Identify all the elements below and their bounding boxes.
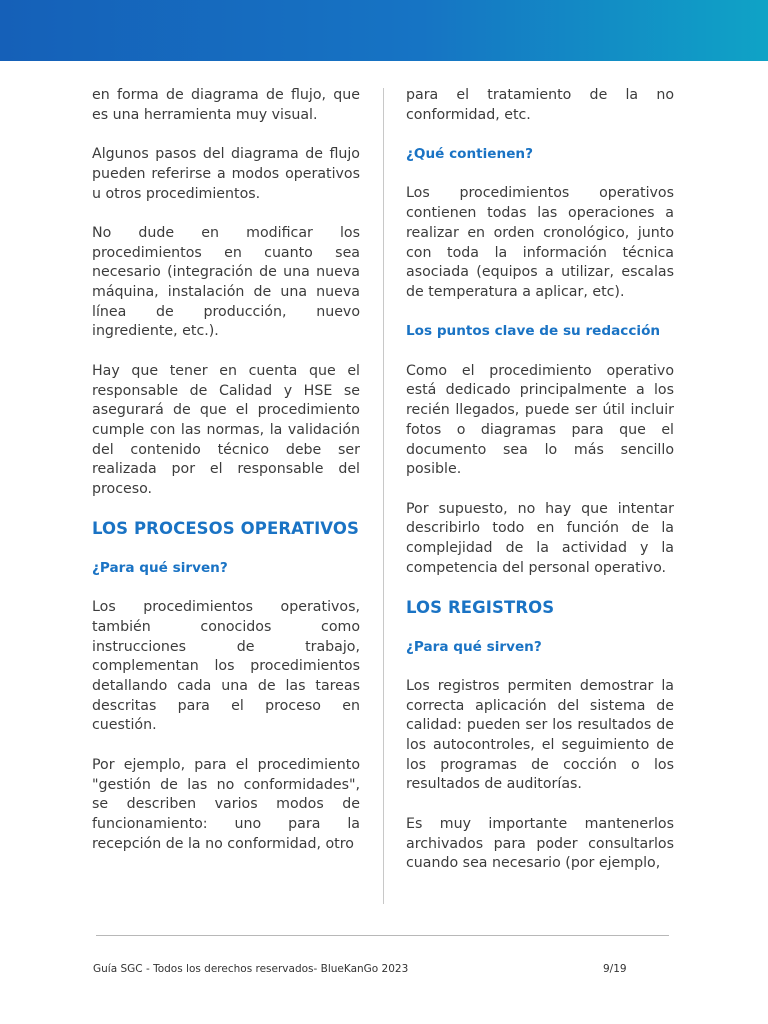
paragraph: Por ejemplo, para el procedimiento "gestión de las no conformidades", se describen varios modos de funcionamiento: uno para la recepción de la no conformidad, otro [92,756,360,852]
left-column [92,86,360,874]
paragraph: Los procedimientos operativos contienen todas las operaciones a realizar en orden cronológico, junto con toda la información técnica asociada (equipos a utilizar, escalas de temperatura a aplicar, etc). [406,185,674,300]
paragraph: No dude en modificar los procedimientos en cuanto sea necesario (integración de una nueva máquina, instalación de una nueva línea de producción, nuevo ingrediente, etc.). [92,224,360,340]
footer-text: Guía SGC - Todos los derechos reservados- BlueKanGo 2023 [93,963,409,975]
paragraph: Como el procedimiento operativo está dedicado principalmente a los recién llegados, puede ser útil incluir fotos o diagramas para que el documento sea lo más sencillo posible. [406,362,674,478]
page-number: 9/19 [603,963,627,975]
paragraph: Hay que tener en cuenta que el responsable de Calidad y HSE se asegurará de que el procedimiento cumple con las normas, la validación del contenido técnico debe ser realizada por el responsable del proceso. [92,362,360,498]
subheading: ¿Para qué sirven? [92,559,228,576]
paragraph: en forma de diagrama de flujo, que es una herramienta muy visual. [92,87,360,123]
right-column [406,86,674,894]
paragraph: Algunos pasos del diagrama de flujo pueden referirse a modos operativos u otros procedimientos. [92,146,360,202]
header-band [0,0,768,61]
paragraph: Los procedimientos operativos, también conocidos como instrucciones de trabajo, complementan los procedimientos detallando cada una de las tareas descritas para el proceso en cuestión. [92,599,360,734]
section-title: LOS REGISTROS [406,598,555,618]
footer-divider [96,935,669,936]
column-divider [383,88,384,904]
paragraph: Los registros permiten demostrar la correcta aplicación del sistema de calidad: pueden ser los resultados de los autocontroles, el seguimiento de los programas de cocción o los resultados de auditorías. [406,677,674,793]
paragraph: Es muy importante mantenerlos archivados para poder consultarlos cuando sea necesario (por ejemplo, [406,815,674,872]
section-title: LOS PROCESOS OPERATIVOS [92,519,359,539]
subheading: ¿Qué contienen? [406,146,533,163]
subheading: Los puntos clave de su redacción [406,323,661,340]
paragraph: Por supuesto, no hay que intentar describirlo todo en función de la complejidad de la actividad y la competencia del personal operativo. [406,500,674,576]
paragraph: para el tratamiento de la no conformidad, etc. [406,87,674,123]
subheading: ¿Para qué sirven? [406,638,542,655]
